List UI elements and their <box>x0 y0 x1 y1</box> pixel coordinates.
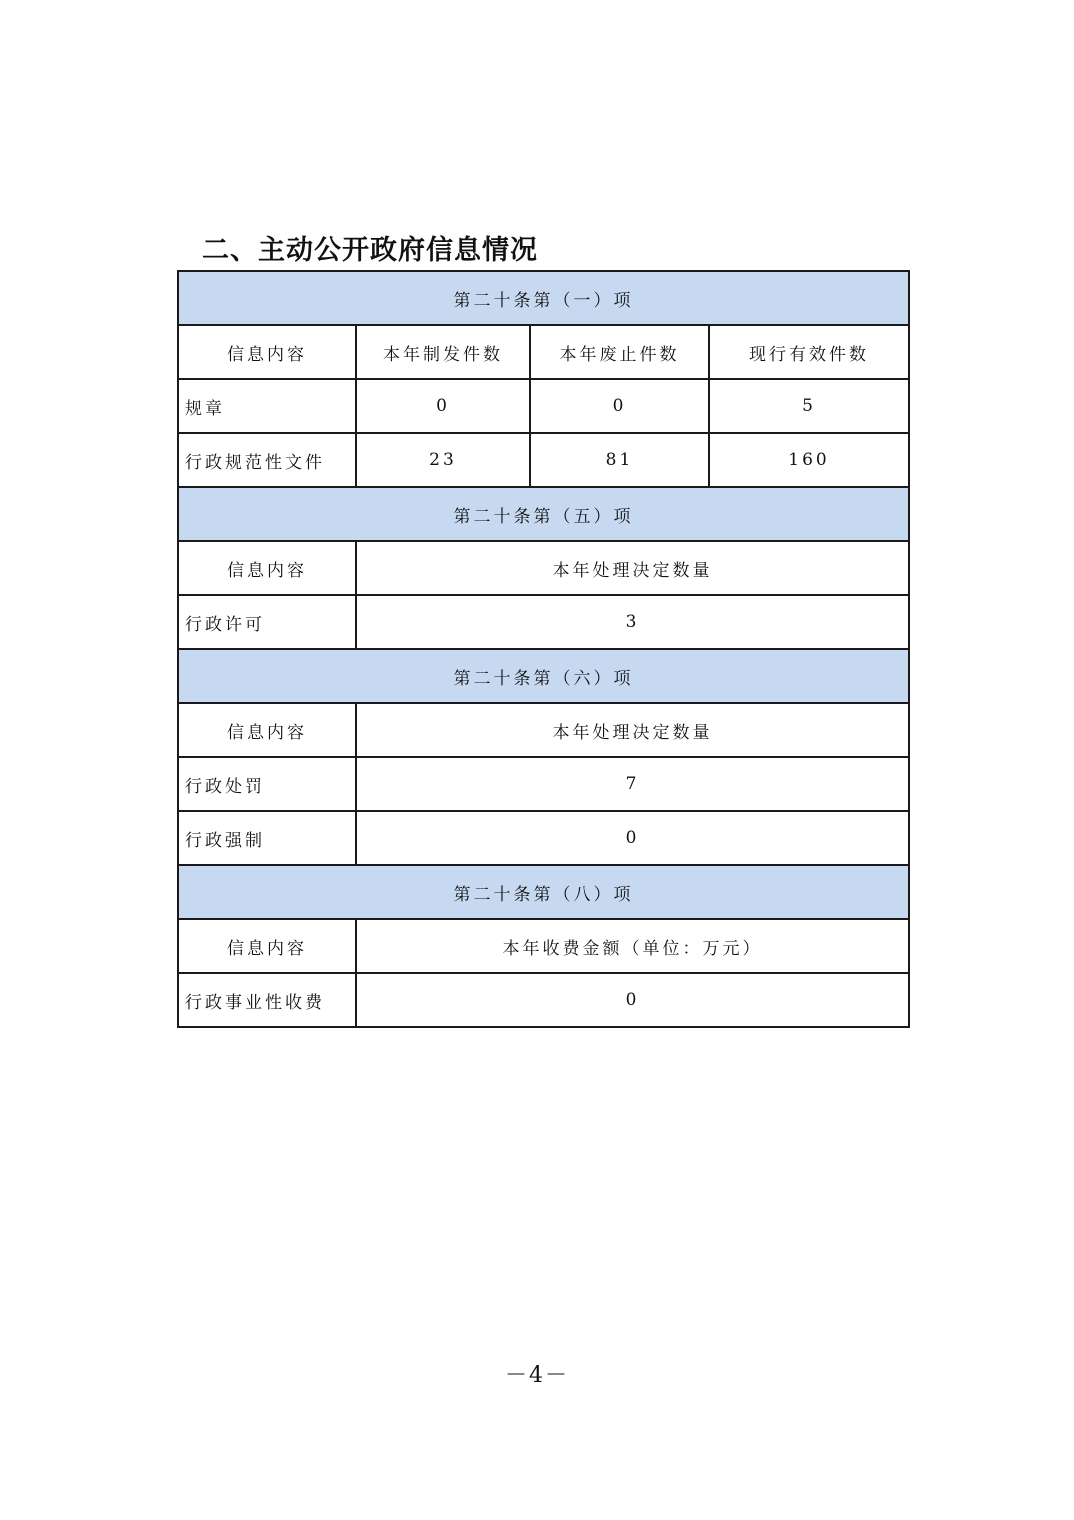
cell-effective: 160 <box>709 433 909 487</box>
section-header-row <box>178 271 909 325</box>
section-header: 第二十条第（六）项 <box>178 649 909 703</box>
row-label: 规章 <box>178 379 356 433</box>
column-header-content: 信息内容 <box>178 703 356 757</box>
cell-issued: 23 <box>356 433 530 487</box>
cell-repealed: 0 <box>530 379 709 433</box>
column-header-row <box>178 325 909 379</box>
table-row <box>178 757 909 811</box>
column-header-issued: 本年制发件数 <box>356 325 530 379</box>
column-header-row <box>178 703 909 757</box>
cell-issued: 0 <box>356 379 530 433</box>
column-header-repealed: 本年废止件数 <box>530 325 709 379</box>
section-header: 第二十条第（五）项 <box>178 487 909 541</box>
column-header-content: 信息内容 <box>178 541 356 595</box>
column-header-count: 本年处理决定数量 <box>356 541 909 595</box>
section-header-row <box>178 487 909 541</box>
cell-effective: 5 <box>709 379 909 433</box>
section-header-row <box>178 649 909 703</box>
table-row <box>178 811 909 865</box>
column-header-effective: 现行有效件数 <box>709 325 909 379</box>
column-header-content: 信息内容 <box>178 325 356 379</box>
column-header-content: 信息内容 <box>178 919 356 973</box>
column-header-row <box>178 919 909 973</box>
table-row <box>178 595 909 649</box>
row-label: 行政强制 <box>178 811 356 865</box>
row-label: 行政规范性文件 <box>178 433 356 487</box>
section-header: 第二十条第（八）项 <box>178 865 909 919</box>
column-header-row <box>178 541 909 595</box>
column-header-amount: 本年收费金额（单位：万元） <box>356 919 909 973</box>
table-row <box>178 433 909 487</box>
cell-count: 3 <box>356 595 909 649</box>
page-number: －4－ <box>505 1363 569 1388</box>
column-header-count: 本年处理决定数量 <box>356 703 909 757</box>
cell-amount: 0 <box>356 973 909 1027</box>
row-label: 行政处罚 <box>178 757 356 811</box>
section-title: 二、主动公开政府信息情况 <box>202 235 538 266</box>
table-row <box>178 379 909 433</box>
cell-repealed: 81 <box>530 433 709 487</box>
section-header-row <box>178 865 909 919</box>
row-label: 行政事业性收费 <box>178 973 356 1027</box>
table-row <box>178 973 909 1027</box>
cell-count: 0 <box>356 811 909 865</box>
disclosure-table <box>177 270 910 1028</box>
cell-count: 7 <box>356 757 909 811</box>
row-label: 行政许可 <box>178 595 356 649</box>
section-header: 第二十条第（一）项 <box>178 271 909 325</box>
